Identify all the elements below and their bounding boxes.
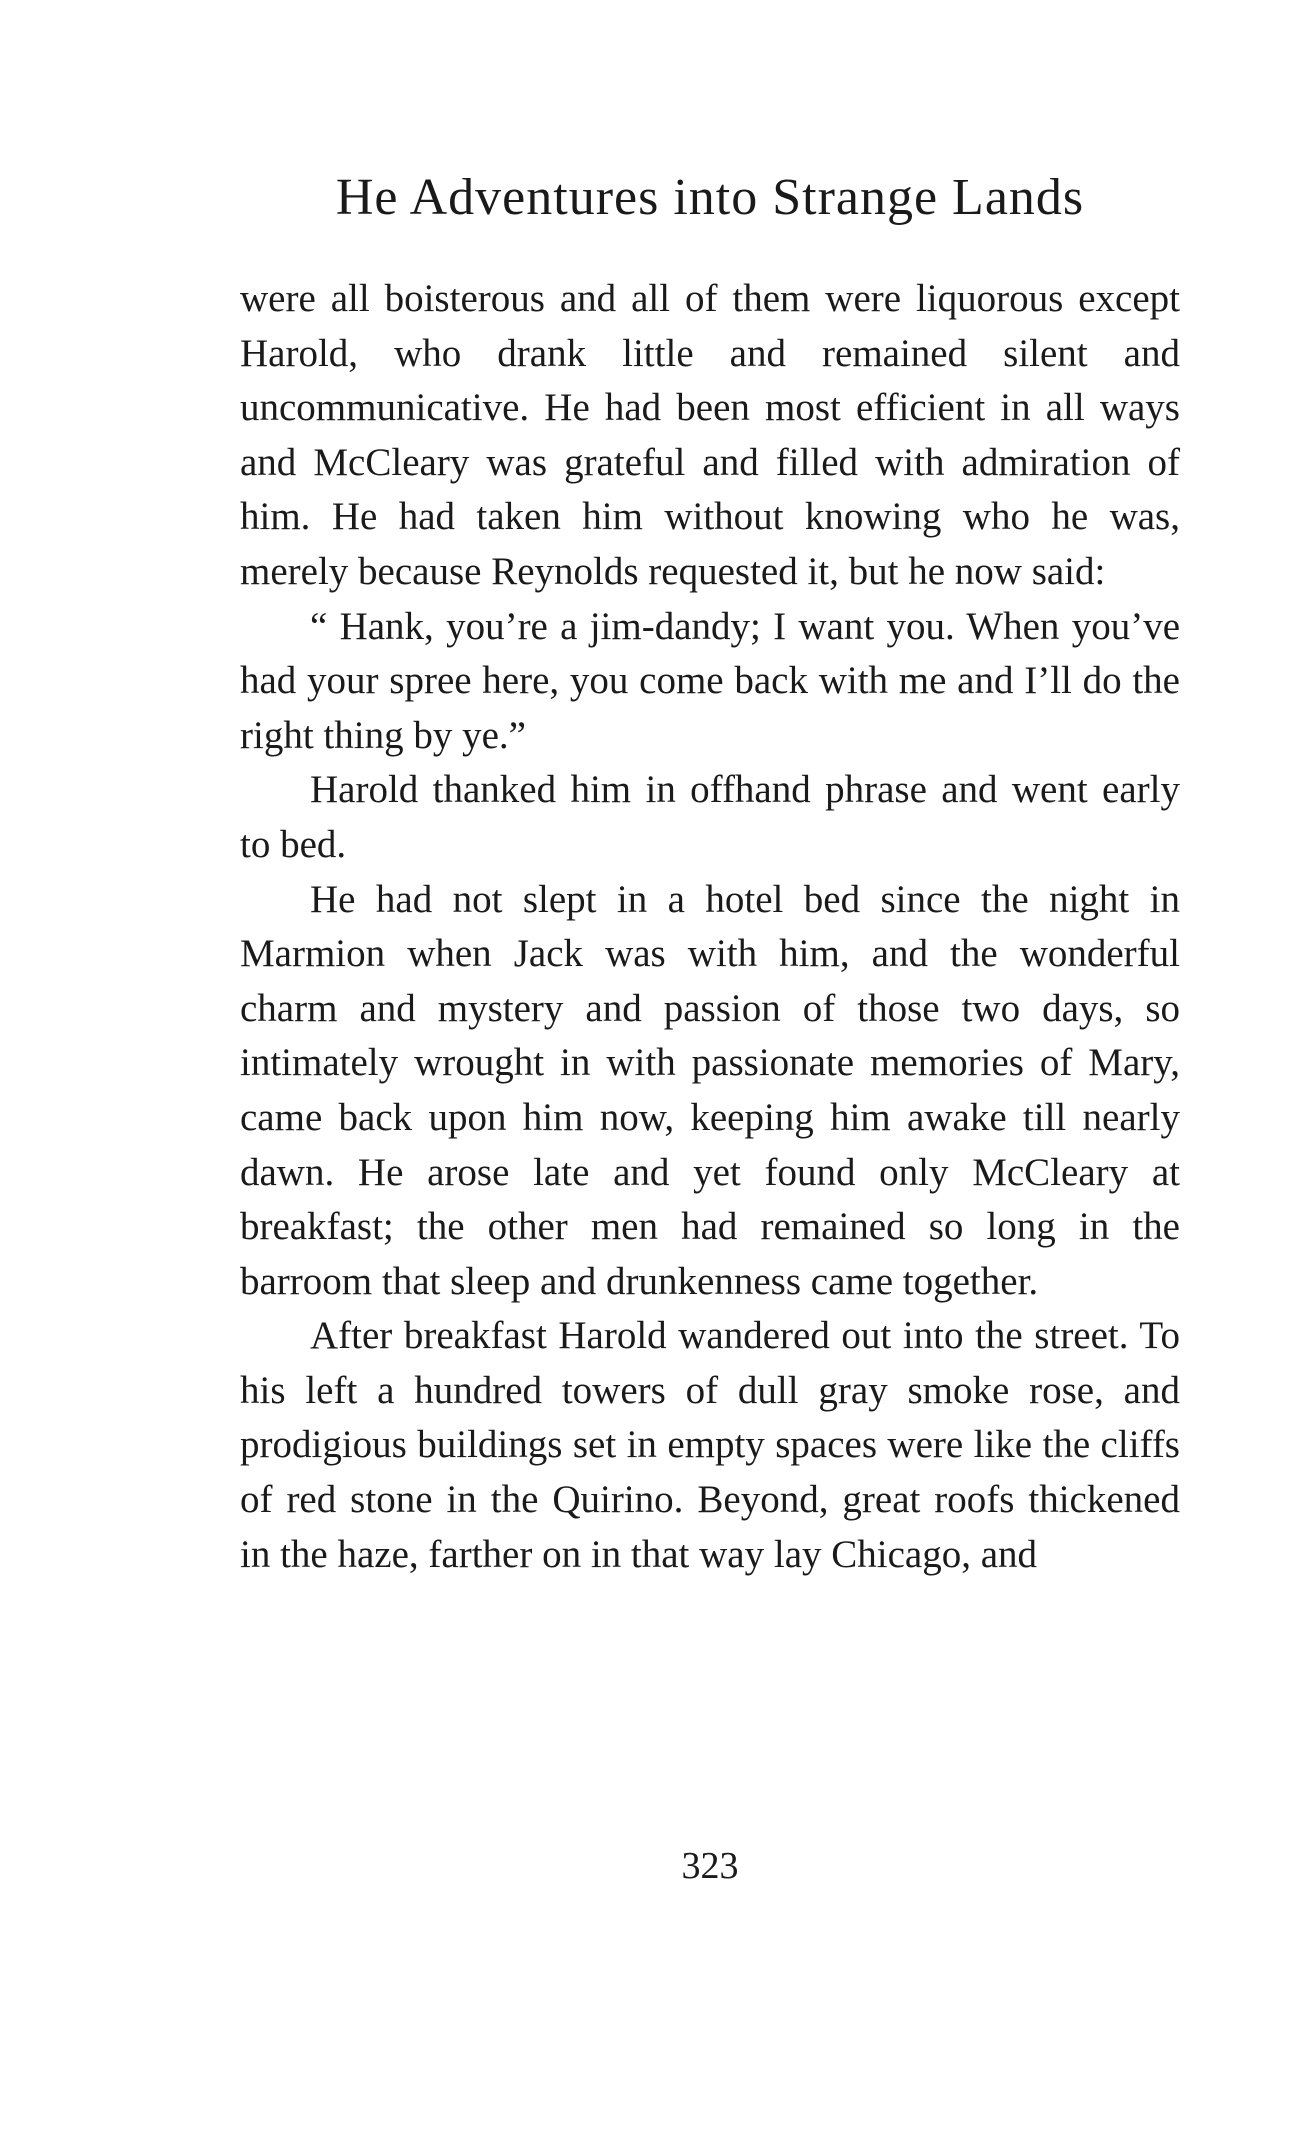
body-text	[240, 272, 1180, 1582]
paragraph: “ Hank, you’re a jim-dandy; I want you. When you’ve had your spree here, you come back with me and I’ll do the right thing by ye.”	[240, 604, 1180, 757]
page-number: 323	[681, 1845, 739, 1887]
paragraph: were all boisterous and all of them were liquorous except Harold, who drank little and remained silent and uncommunicative. He had been most efficient in all ways and McCleary was grateful and filled with admiration of him. He had taken him without knowing who he was, merely because Reynolds requested it, but he now said:	[240, 277, 1180, 593]
running-head: He Adventures into Strange Lands	[335, 169, 1085, 226]
paragraph: Harold thanked him in offhand phrase and went early to bed.	[240, 768, 1180, 866]
paragraph: He had not slept in a hotel bed since the night in Marmion when Jack was with him, and the wonderful charm and mystery and passion of those two days, so intimately wrought in with passionate memories of Mary, came back upon him now, keeping him awake till nearly dawn. He arose late and yet found only McCleary at breakfast; the other men had remained so long in the barroom that sleep and drunkenness came together.	[240, 877, 1180, 1303]
paragraph: After breakfast Harold wandered out into the street. To his left a hundred towers of dull gray smoke rose, and prodigious buildings set in empty spaces were like the cliffs of red stone in the Quirino. Beyond, great roofs thickened in the haze, farther on in that way lay Chicago, and	[240, 1314, 1180, 1576]
